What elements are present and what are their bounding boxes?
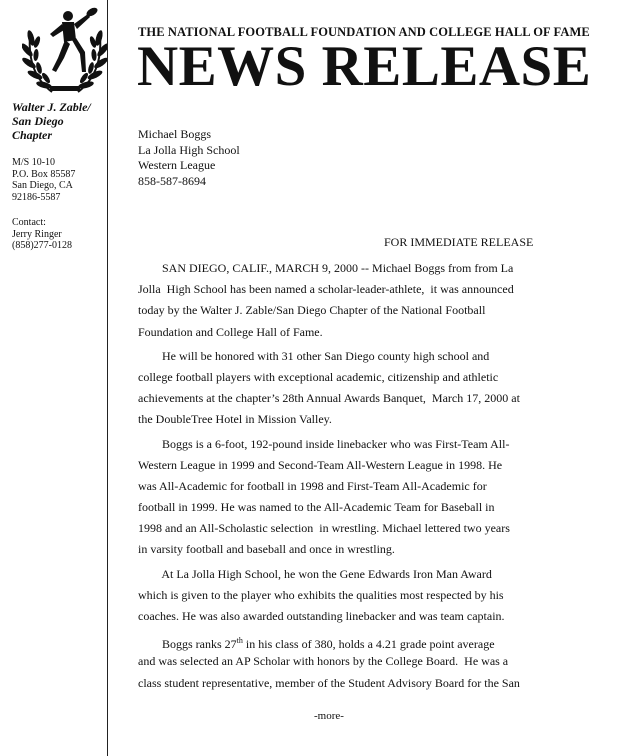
address-line: 92186-5587 [12,191,61,203]
text-line: the DoubleTree Hotel in Mission Valley. [138,412,332,427]
text-line: Western League in 1999 and Second-Team All-Western League in 1998. He [138,457,503,472]
sidebar-divider [107,0,108,756]
news-release-title: NEWS RELEASE [137,35,592,98]
addressee-block [138,127,240,189]
chapter-line: Chapter [12,128,53,142]
addressee-line: La Jolla High School [138,142,240,157]
paragraph [138,346,550,431]
text-line: college football players with exceptional academic, citizenship and athletic [138,369,499,384]
chapter-name [12,100,104,142]
more-indicator: -more- [314,710,344,722]
chapter-line: San Diego [12,114,64,128]
text-line: was All-Academic for football in 1998 and First-Team All-Academic for [138,478,487,493]
text-line: Jolla High School has been named a scholar-leader-athlete, it was announced [138,282,514,297]
contact-line: Jerry Ringer [12,228,62,240]
text-line: At La Jolla High School, he won the Gene Edwards Iron Man Award [138,566,492,581]
release-note: FOR IMMEDIATE RELEASE [384,235,534,249]
addressee-line: Michael Boggs [138,127,211,141]
chapter-line: Walter J. Zable/ [12,100,91,114]
organization-name: THE NATIONAL FOOTBALL FOUNDATION AND COLLEGE HALL OF FAME [138,25,590,39]
text-fragment: Boggs ranks 27 [138,637,237,652]
paragraph [138,564,550,628]
contact-line: Contact: [12,217,46,228]
text-fragment: in his class of 380, holds a 4.21 grade point average [242,637,495,652]
text-line: today by the Walter J. Zable/San Diego Chapter of the National Football [138,303,486,318]
football-player-laurel-logo [22,6,108,98]
addressee-line: Western League [138,158,216,172]
paragraph [138,434,550,561]
text-line [138,630,550,651]
text-line: football in 1999. He was named to the All-Academic Team for Baseball in [138,500,495,515]
paragraph [138,258,550,343]
contact-info [12,217,104,252]
text-line: SAN DIEGO, CALIF., MARCH 9, 2000 -- Michael Boggs from from La [138,261,514,275]
address-line: P.O. Box 85587 [12,168,76,180]
contact-line: (858)277-0128 [12,240,72,251]
text-line: which is given to the player who exhibits the qualities most respected by his [138,587,504,602]
ordinal-suffix: th [236,636,243,646]
addressee-line: 858-587-8694 [138,173,206,188]
text-line: Foundation and College Hall of Fame. [138,324,323,339]
text-line: class student representative, member of the Student Advisory Board for the San [138,675,520,690]
article-body [138,258,550,697]
text-line: achievements at the chapter’s 28th Annual Awards Banquet, March 17, 2000 at [138,391,520,406]
text-line: He will be honored with 31 other San Diego county high school and [138,348,490,363]
text-line: in varsity football and baseball and once in wrestling. [138,542,395,557]
text-line: and was selected an AP Scholar with honors by the College Board. He was a [138,654,509,669]
text-line: Boggs is a 6-foot, 192-pound inside linebacker who was First-Team All- [138,436,510,451]
address-line: San Diego, CA [12,180,73,191]
text-line: coaches. He was also awarded outstanding linebacker and was team captain. [138,609,505,623]
text-line: 1998 and an All-Scholastic selection in wrestling. Michael lettered two years [138,521,510,536]
paragraph [138,630,550,694]
mailing-address [12,157,104,203]
address-line: M/S 10-10 [12,157,56,168]
